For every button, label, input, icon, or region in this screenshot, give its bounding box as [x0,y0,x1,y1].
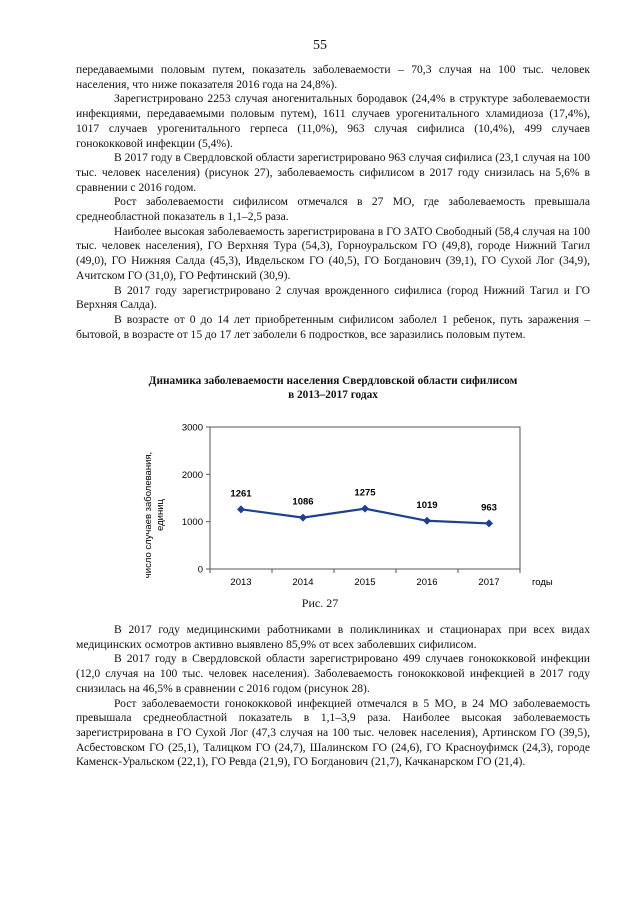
x-tick-label: 2016 [416,577,438,588]
paragraph: передаваемыми половым путем, показатель заболеваемости – 70,3 случая на 100 тыс. человек населения, что ниже показателя 2016 года на 24,8%). [76,63,590,91]
paragraph: В 2017 году в Свердловской области зарегистрировано 963 случая сифилиса (23,1 случая на 100 тыс. человек населения) (рисунок 27), заболеваемость сифилисом в 2017 году снизилась на 5,6% в сравнении с 2016 годом. [76,151,590,194]
y-axis-label-line-2: единиц [155,499,166,531]
paragraph: В 2017 году медицинскими работниками в поликлиниках и стационарах при всех видах медицинских осмотров активно выявлено 85,9% от всех заболевших сифилисом. [76,623,590,651]
x-tick-label: 2013 [230,577,252,588]
paragraph: Рост заболеваемости сифилисом отмечался в 27 МО, где заболеваемость превышала среднеобластной показатель в 1,1–2,5 раза. [76,195,590,224]
figure-caption: Рис. 27 [301,596,339,610]
y-tick-label: 3000 [181,422,203,434]
chart-title [76,374,590,402]
data-point [237,505,245,513]
paragraph: Зарегистрировано 2253 случая аногенитальных бородавок (24,4% в структуре заболеваемости инфекциями, передаваемыми половым путем), 1611 случаев урогенитального хламидиоза (17,4%), 1017 случаев урогенитального герпеса (11,0%), 963 случая сифилиса (10,4%), 499 случаев гонококковой инфекции (5,4%). [76,92,590,150]
chart-title-line-2: в 2013–2017 годах [288,389,378,401]
data-label: 1261 [230,488,252,500]
x-tick-label: 2014 [292,577,314,588]
y-axis-label-line-1: число случаев заболевания, [143,451,154,579]
paragraph: В возрасте от 0 до 14 лет приобретенным сифилисом заболел 1 ребенок, путь заражения – бытовой, в возрасте от 15 до 17 лет заболели 6 подростков, все заразились половым путем. [76,312,590,341]
data-point [299,514,307,522]
data-label: 1275 [354,487,376,499]
data-point [361,505,369,513]
x-axis-label: годы [532,577,553,588]
data-label: 1086 [292,496,314,508]
y-tick-label: 1000 [181,517,203,529]
page-number: 55 [313,38,327,53]
paragraph: Наиболее высокая заболеваемость зарегистрирована в ГО ЗАТО Свободный (58,4 случая на 100 тыс. человек населения), ГО Верхняя Тура (54,3), Горноуральском ГО (49,8), городе Нижний Тагил (49,0), ГО Нижняя Салда (45,3), Ивдельском ГО (40,5), ГО Богданович (39,1), ГО Сухой Лог (34,9), Ачитском ГО (31,0), ГО Рефтинский (30,9). [76,224,590,282]
data-label: 1019 [416,499,438,511]
y-tick-label: 0 [197,564,203,576]
syphilis-chart [146,418,586,590]
chart-title-line-1: Динамика заболеваемости населения Свердловской области сифилисом [148,375,518,387]
paragraph: В 2017 году зарегистрировано 2 случая врожденного сифилиса (город Нижний Тагил и ГО Верхняя Салда). [76,283,590,312]
chart-svg [146,418,586,590]
x-tick-label: 2015 [354,577,376,588]
paragraph: Рост заболеваемости гонококковой инфекцией отмечался в 5 МО, в 24 МО заболеваемость превышала среднеобластной показатель в 1,1–3,9 раза. Наиболее высокая заболеваемость зарегистрирована в ГО Сухой Лог (47,3 случая на 100 тыс. человек населения), Артинском ГО (39,5), Асбестовском ГО (25,1), Талицком ГО (24,7), Шалинском ГО (24,6), ГО Красноуфимск (24,3), городе Каменск-Уральском (22,1), ГО Ревда (21,9), ГО Богданович (21,7), Качканарском ГО (21,4). [76,696,590,769]
y-tick-label: 2000 [181,469,203,481]
data-point [485,519,493,527]
bottom-text [76,623,590,770]
paragraph: В 2017 году в Свердловской области зарегистрировано 499 случаев гонококковой инфекции (12,0 случая на 100 тыс. человек населения). Заболеваемость гонококковой инфекцией в 2017 году снизилась на 46,5% в сравнении с 2016 годом (рисунок 28). [76,652,590,695]
data-label: 963 [481,502,497,514]
x-tick-label: 2017 [478,577,500,588]
data-point [423,517,431,525]
top-text [76,63,590,342]
